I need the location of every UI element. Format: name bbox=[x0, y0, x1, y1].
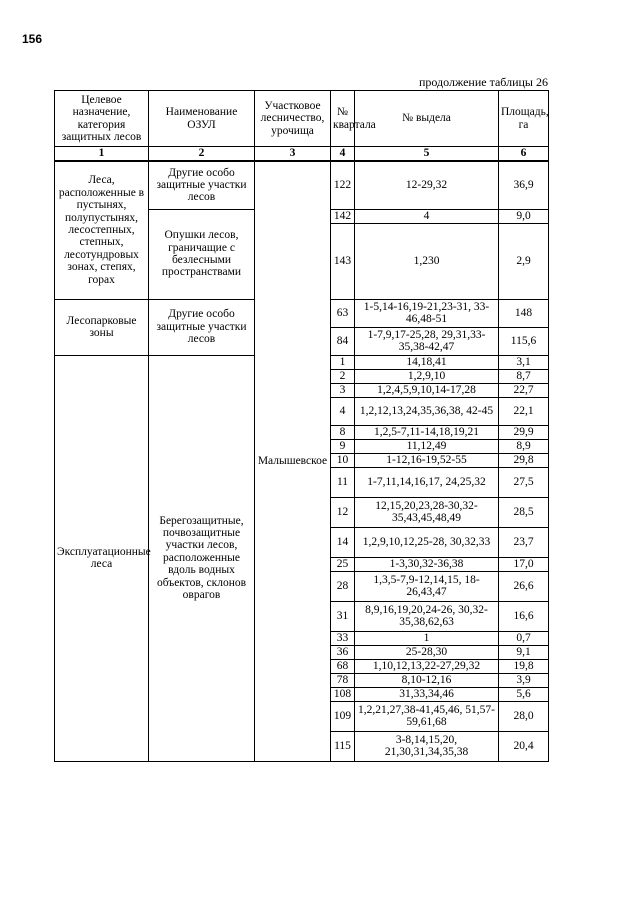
allotment-cell: 1,2,12,13,24,35,36,38, 42-45 bbox=[355, 397, 499, 425]
area-cell: 20,4 bbox=[499, 731, 549, 761]
quarter-cell: 33 bbox=[331, 631, 355, 645]
area-cell: 19,8 bbox=[499, 659, 549, 673]
allotment-cell: 1-7,11,14,16,17, 24,25,32 bbox=[355, 467, 499, 497]
quarter-cell: 36 bbox=[331, 645, 355, 659]
area-cell: 29,8 bbox=[499, 453, 549, 467]
quarter-cell: 1 bbox=[331, 355, 355, 369]
allotment-cell: 1,2,5-7,11-14,18,19,21 bbox=[355, 425, 499, 439]
allotment-cell: 12,15,20,23,28-30,32- 35,43,45,48,49 bbox=[355, 497, 499, 527]
quarter-cell: 3 bbox=[331, 383, 355, 397]
quarter-cell: 122 bbox=[331, 161, 355, 209]
quarter-cell: 14 bbox=[331, 527, 355, 557]
allotment-cell: 1,2,4,5,9,10,14-17,28 bbox=[355, 383, 499, 397]
allotment-cell: 14,18,41 bbox=[355, 355, 499, 369]
area-cell: 27,5 bbox=[499, 467, 549, 497]
allotment-cell: 1 bbox=[355, 631, 499, 645]
col-number: 4 bbox=[331, 147, 355, 162]
quarter-cell: 142 bbox=[331, 209, 355, 223]
ozul-cell: Опушки лесов, граничащие с безлесными пространствами bbox=[149, 209, 255, 299]
allotment-cell: 31,33,34,46 bbox=[355, 687, 499, 701]
quarter-cell: 68 bbox=[331, 659, 355, 673]
quarter-cell: 10 bbox=[331, 453, 355, 467]
area-cell: 23,7 bbox=[499, 527, 549, 557]
purpose-cell-exploitation: Эксплуатационные леса bbox=[55, 355, 149, 761]
header-purpose: Целевое назначение, категория защитных лесов bbox=[55, 91, 149, 147]
purpose-cell-steppe: Леса, расположенные в пустынях, полупустынях, лесостепных, степных, лесотундровых зонах, степях, горах bbox=[55, 161, 149, 299]
table-continuation-caption: продолжение таблицы 26 bbox=[418, 75, 548, 89]
header-ozul-name: Наименование ОЗУЛ bbox=[149, 91, 255, 147]
column-number-row bbox=[55, 147, 549, 162]
allotment-cell: 1,2,9,10,12,25-28, 30,32,33 bbox=[355, 527, 499, 557]
quarter-cell: 143 bbox=[331, 223, 355, 299]
allotment-cell: 1-12,16-19,52-55 bbox=[355, 453, 499, 467]
header-area: Площадь, га bbox=[499, 91, 549, 147]
area-cell: 148 bbox=[499, 299, 549, 327]
allotment-cell: 1-5,14-16,19-21,23-31, 33-46,48-51 bbox=[355, 299, 499, 327]
forest-table bbox=[54, 90, 549, 762]
area-cell: 8,7 bbox=[499, 369, 549, 383]
quarter-cell: 12 bbox=[331, 497, 355, 527]
ozul-cell: Берегозащитные, почвозащитные участки лесов, расположенные вдоль водных объектов, склонов оврагов bbox=[149, 355, 255, 761]
area-cell: 9,0 bbox=[499, 209, 549, 223]
allotment-cell: 4 bbox=[355, 209, 499, 223]
area-cell: 5,6 bbox=[499, 687, 549, 701]
area-cell: 28,5 bbox=[499, 497, 549, 527]
area-cell: 3,9 bbox=[499, 673, 549, 687]
allotment-cell: 11,12,49 bbox=[355, 439, 499, 453]
area-cell: 36,9 bbox=[499, 161, 549, 209]
allotment-cell: 1-3,30,32-36,38 bbox=[355, 557, 499, 571]
col-number: 5 bbox=[355, 147, 499, 162]
table-header-row bbox=[55, 91, 549, 147]
allotment-cell: 1,230 bbox=[355, 223, 499, 299]
area-cell: 0,7 bbox=[499, 631, 549, 645]
header-district: Участковое лесничество, урочища bbox=[255, 91, 331, 147]
header-quarter: № квартала bbox=[331, 91, 355, 147]
quarter-cell: 11 bbox=[331, 467, 355, 497]
quarter-cell: 28 bbox=[331, 571, 355, 601]
quarter-cell: 108 bbox=[331, 687, 355, 701]
allotment-cell: 25-28,30 bbox=[355, 645, 499, 659]
header-allotment: № выдела bbox=[355, 91, 499, 147]
page-number: 156 bbox=[22, 32, 43, 46]
area-cell: 26,6 bbox=[499, 571, 549, 601]
allotment-cell: 1,2,9,10 bbox=[355, 369, 499, 383]
area-cell: 28,0 bbox=[499, 701, 549, 731]
area-cell: 9,1 bbox=[499, 645, 549, 659]
area-cell: 2,9 bbox=[499, 223, 549, 299]
district-cell: Малышевское bbox=[255, 161, 331, 761]
area-cell: 3,1 bbox=[499, 355, 549, 369]
quarter-cell: 4 bbox=[331, 397, 355, 425]
quarter-cell: 109 bbox=[331, 701, 355, 731]
area-cell: 22,7 bbox=[499, 383, 549, 397]
quarter-cell: 115 bbox=[331, 731, 355, 761]
allotment-cell: 1,2,21,27,38-41,45,46, 51,57-59,61,68 bbox=[355, 701, 499, 731]
quarter-cell: 2 bbox=[331, 369, 355, 383]
allotment-cell: 12-29,32 bbox=[355, 161, 499, 209]
area-cell: 17,0 bbox=[499, 557, 549, 571]
allotment-cell: 1-7,9,17-25,28, 29,31,33-35,38-42,47 bbox=[355, 327, 499, 355]
allotment-cell: 1,3,5-7,9-12,14,15, 18-26,43,47 bbox=[355, 571, 499, 601]
allotment-cell: 8,9,16,19,20,24-26, 30,32-35,38,62,63 bbox=[355, 601, 499, 631]
quarter-cell: 63 bbox=[331, 299, 355, 327]
quarter-cell: 8 bbox=[331, 425, 355, 439]
area-cell: 8,9 bbox=[499, 439, 549, 453]
area-cell: 16,6 bbox=[499, 601, 549, 631]
quarter-cell: 84 bbox=[331, 327, 355, 355]
allotment-cell: 3-8,14,15,20, 21,30,31,34,35,38 bbox=[355, 731, 499, 761]
allotment-cell: 8,10-12,16 bbox=[355, 673, 499, 687]
quarter-cell: 78 bbox=[331, 673, 355, 687]
col-number: 1 bbox=[55, 147, 149, 162]
table-row bbox=[55, 161, 549, 209]
quarter-cell: 31 bbox=[331, 601, 355, 631]
col-number: 6 bbox=[499, 147, 549, 162]
area-cell: 22,1 bbox=[499, 397, 549, 425]
col-number: 3 bbox=[255, 147, 331, 162]
area-cell: 29,9 bbox=[499, 425, 549, 439]
ozul-cell: Другие особо защитные участки лесов bbox=[149, 299, 255, 355]
quarter-cell: 25 bbox=[331, 557, 355, 571]
col-number: 2 bbox=[149, 147, 255, 162]
ozul-cell: Другие особо защитные участки лесов bbox=[149, 161, 255, 209]
purpose-cell-parks: Лесопарковые зоны bbox=[55, 299, 149, 355]
quarter-cell: 9 bbox=[331, 439, 355, 453]
area-cell: 115,6 bbox=[499, 327, 549, 355]
allotment-cell: 1,10,12,13,22-27,29,32 bbox=[355, 659, 499, 673]
